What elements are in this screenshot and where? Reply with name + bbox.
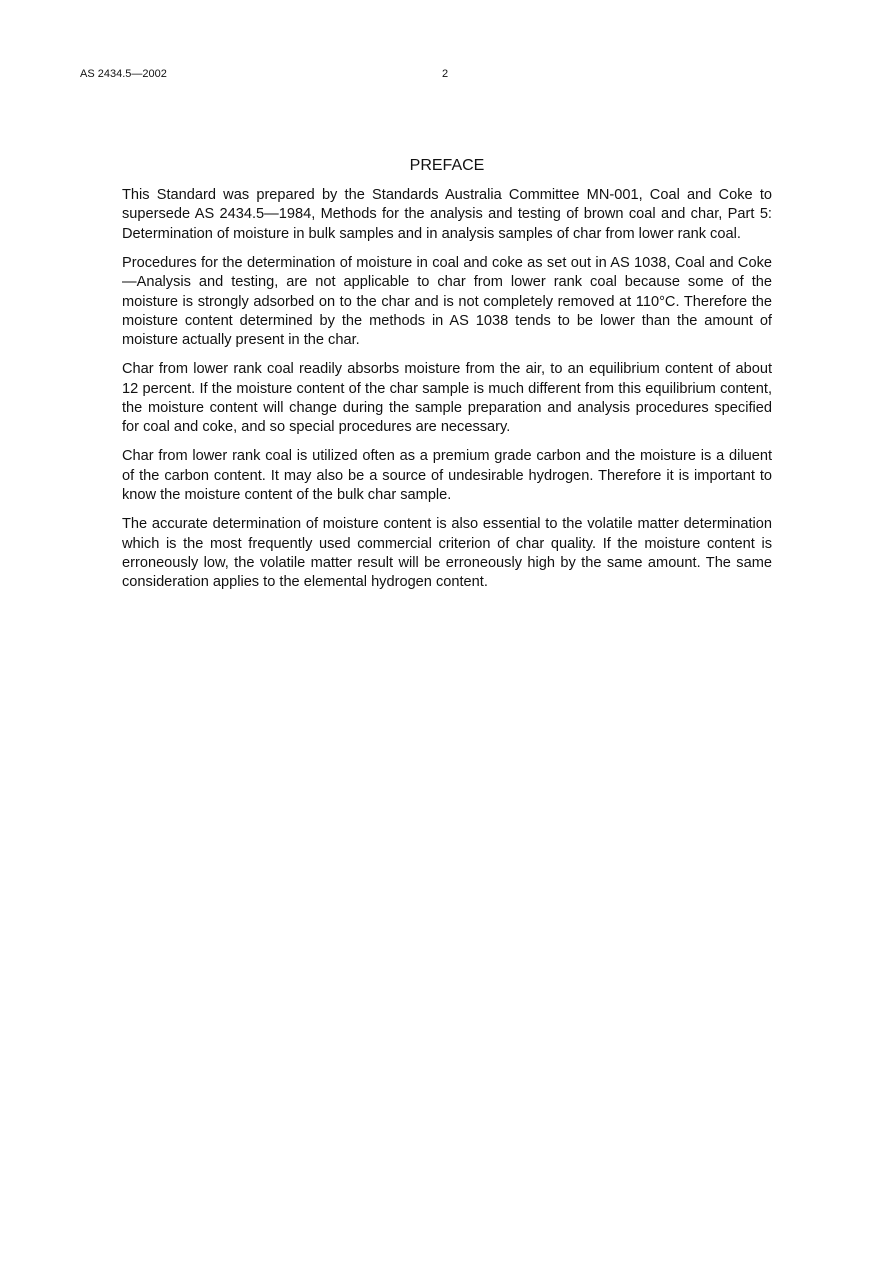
page-number: 2 <box>442 68 449 80</box>
paragraph-1: This Standard was prepared by the Standards Australia Committee MN-001, Coal and Coke to supersede AS 2434.5—1984, Methods for the analysis and testing of brown coal and char, Part 5: Determination of moisture in bulk samples and in analysis samples of char from lower rank coal. <box>122 187 772 242</box>
paragraph-3: Char from lower rank coal readily absorbs moisture from the air, to an equilibrium content of about 12 percent. If the moisture content of the char sample is much different from this equilibrium content, the moisture content will change during the sample preparation and analysis procedures specified for coal and coke, and so special procedures are necessary. <box>122 361 772 436</box>
paragraph-4: Char from lower rank coal is utilized often as a premium grade carbon and the moisture is a diluent of the carbon content. It may also be a source of undesirable hydrogen. Therefore it is important to know the moisture content of the bulk char sample. <box>122 448 772 504</box>
running-header <box>80 68 812 82</box>
preface-title: PREFACE <box>409 157 485 174</box>
preface-body <box>122 186 772 602</box>
document-number: AS 2434.5—2002 <box>80 68 167 80</box>
paragraph-5: The accurate determination of moisture content is also essential to the volatile matter determination which is the most frequently used commercial criterion of char quality. If the moisture content is erroneously low, the volatile matter result will be erroneously high by the same amount. The same consideration applies to the elemental hydrogen content. <box>122 516 772 591</box>
paragraph-2: Procedures for the determination of moisture in coal and coke as set out in AS 1038, Coal and Coke—Analysis and testing, are not applicable to char from lower rank coal because some of the moisture is strongly adsorbed on to the char and is not completely removed at 110°C. Therefore the moisture content determined by the methods in AS 1038 tends to be lower than the amount of moisture actually present in the char. <box>122 254 772 349</box>
